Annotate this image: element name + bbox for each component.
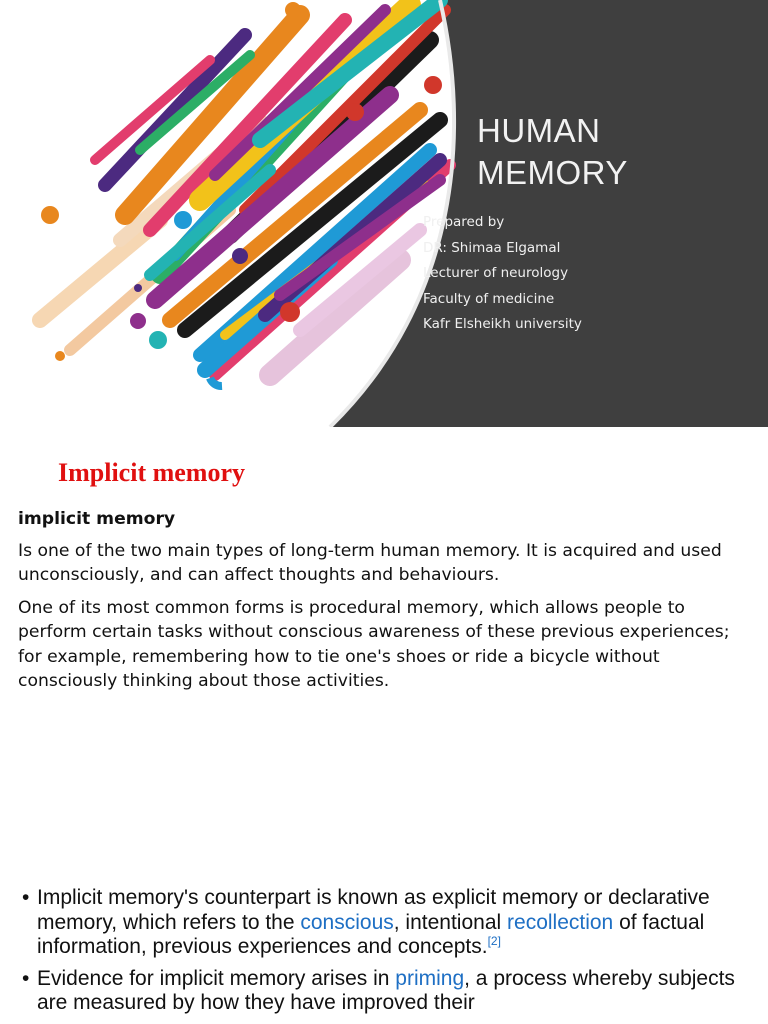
- slide-heading: Implicit memory: [58, 458, 246, 487]
- prepared-by-label: Prepared by: [423, 214, 505, 230]
- reference-link[interactable]: [2]: [487, 934, 501, 948]
- link-conscious[interactable]: conscious: [300, 910, 394, 934]
- title-slide: [0, 0, 768, 427]
- presentation-title: [477, 110, 628, 194]
- procedural-memory-paragraph: One of its most common forms is procedural memory, which allows people to perform certain tasks without conscious awareness of these previous experiences; for example, remembering how to tie one's shoes or ride a bicycle without consciously thinking about those activities.: [18, 597, 730, 691]
- bullet-text: Evidence for implicit memory arises in: [37, 966, 396, 990]
- bullet-text: Implicit memory's counterpart is known as explicit memory or declarative memory, which refers to the: [37, 886, 710, 934]
- author-university: Kafr Elsheikh university: [423, 316, 582, 332]
- title-line-2: MEMORY: [477, 154, 628, 191]
- abstract-stripes-artwork: [0, 0, 768, 427]
- title-line-1: HUMAN: [477, 112, 601, 149]
- bullet-icon: •: [22, 966, 30, 990]
- link-priming[interactable]: priming: [395, 966, 465, 990]
- bullet-priming: [22, 967, 742, 1016]
- author-position: Lecturer of neurology: [423, 265, 569, 281]
- author-faculty: Faculty of medicine: [423, 290, 555, 307]
- bullet-text: , a process whereby subjects are measured by how they have improved their: [37, 966, 735, 1014]
- bullet-text: , intentional: [393, 910, 508, 934]
- bullet-icon: •: [22, 886, 30, 909]
- bullet-text: of factual information, previous experiences and concepts.: [37, 910, 705, 958]
- author-info: [423, 210, 582, 338]
- definition-paragraph: Is one of the two main types of long-term human memory. It is acquired and used unconsciously, and can affect thoughts and behaviours.: [18, 540, 722, 585]
- bullet-explicit-memory: [22, 886, 742, 960]
- bullet-list: [22, 886, 742, 1023]
- author-name: DR: Shimaa Elgamal: [423, 239, 561, 256]
- term-label: implicit memory: [18, 509, 176, 529]
- link-recollection[interactable]: recollection: [507, 910, 614, 934]
- definition-section: [18, 507, 738, 702]
